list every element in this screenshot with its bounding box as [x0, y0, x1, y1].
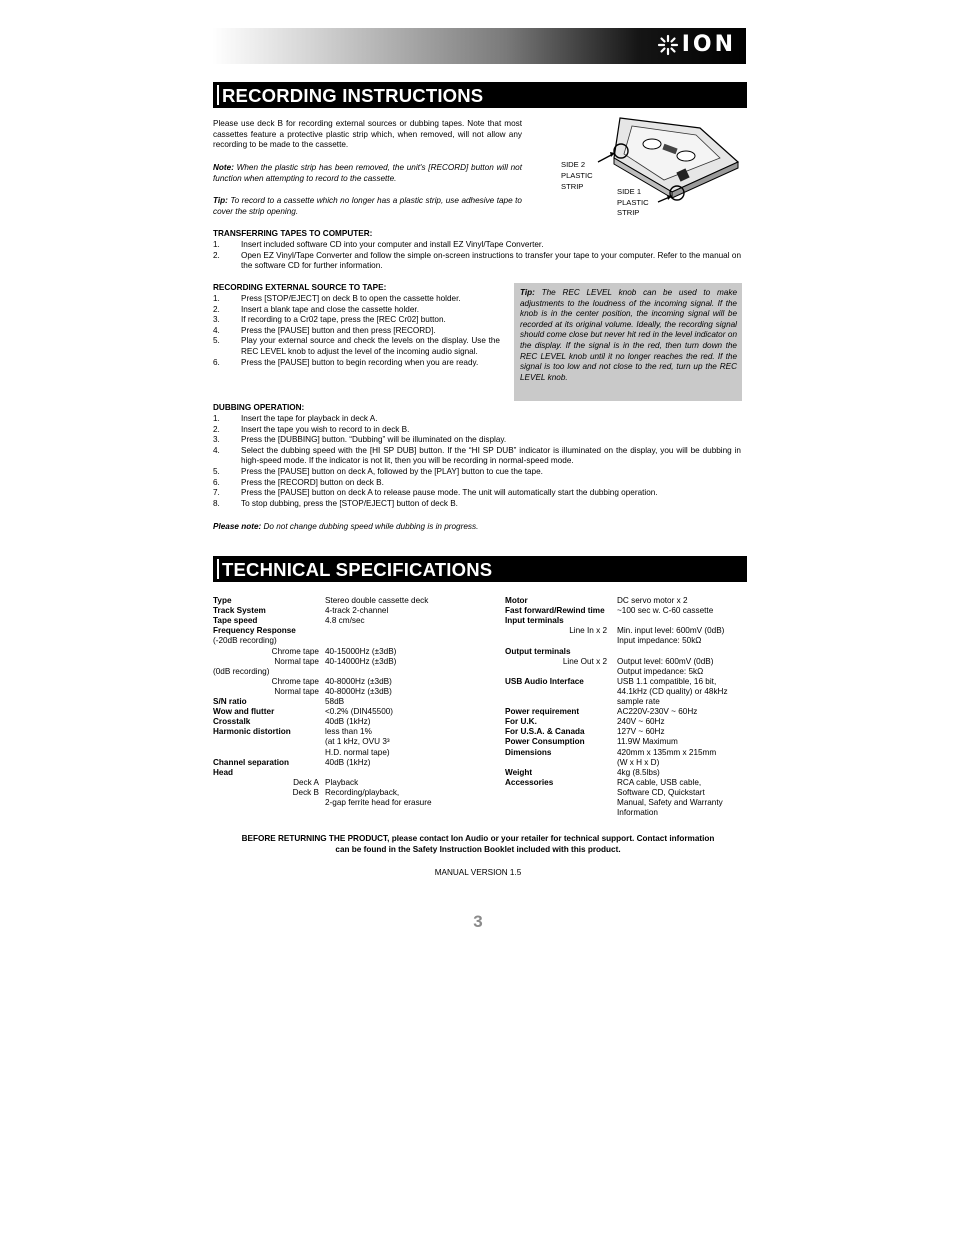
spec-label: Head: [213, 767, 234, 777]
spec-label: Accessories: [505, 777, 554, 787]
specs-title: TECHNICAL SPECIFICATIONS: [222, 559, 493, 580]
spec-value: (W x H x D): [617, 757, 660, 767]
list-item: 1. Press [STOP/EJECT] on deck B to open the cassette holder.: [213, 294, 461, 303]
list-item: 2. Open EZ Vinyl/Tape Converter and follow the simple on-screen instructions to transfer your tape to your computer. Refer to the manual on the software CD for further information.: [213, 250, 741, 271]
note-label: Note:: [213, 163, 234, 172]
external-heading: RECORDING EXTERNAL SOURCE TO TAPE:: [213, 283, 387, 292]
spec-label: Wow and flutter: [213, 707, 275, 717]
note-text: When the plastic strip has been removed, the unit's [RECORD] button will not function when attempting to record to the cassette.: [213, 163, 522, 183]
please-note: [213, 522, 478, 533]
spec-value: 44.1kHz (CD quality) or 48kHz: [617, 686, 728, 696]
spec-value: 4.8 cm/sec: [325, 616, 365, 626]
list-item: 1. Insert the tape for playback in deck A.: [213, 414, 378, 423]
list-item: 6. Press the [RECORD] button on deck B.: [213, 477, 384, 487]
spec-value: Recording/playback,: [325, 787, 400, 797]
spec-label: Track System: [213, 606, 266, 616]
side2-line1: SIDE 2: [561, 160, 586, 169]
spec-label: Chrome tape: [271, 676, 319, 686]
list-item: 5. Press the [PAUSE] button on deck A, followed by the [PLAY] button to cue the tape.: [213, 466, 543, 476]
recording-title: RECORDING INSTRUCTIONS: [222, 85, 484, 106]
spec-value: H.D. normal tape): [325, 747, 390, 757]
dubbing-heading: DUBBING OPERATION:: [213, 403, 305, 412]
spec-value: Information: [617, 808, 658, 818]
spec-value: 420mm x 135mm x 215mm: [617, 747, 717, 757]
spec-value: 40-8000Hz (±3dB): [325, 686, 392, 696]
star-burst-icon: [657, 34, 679, 56]
spec-label: (-20dB recording): [213, 636, 277, 646]
recording-intro: Please use deck B for recording external sources or dubbing tapes. Note that most cassettes feature a protective plastic strip which, when removed, will not allow any recording to be made to the cassette.: [213, 119, 522, 150]
spec-value: 40-15000Hz (±3dB): [325, 646, 397, 656]
specs-section-header: [213, 556, 747, 582]
return-notice: [213, 834, 743, 855]
list-item: 3. Press the [DUBBING] button. “Dubbing” will be illuminated on the display.: [213, 435, 507, 445]
spec-label: For U.S.A. & Canada: [505, 727, 585, 737]
spec-label: For U.K.: [505, 717, 537, 727]
list-item: 4. Select the dubbing speed with the [HI SP DUB] button. If the “HI SP DUB” indicator is illuminated on the display, you will be dubbing in high-speed mode. If the indicator is not lit, then you will be recording in normal-speed mode.: [213, 445, 741, 466]
tipbox-label: Tip:: [520, 288, 535, 297]
side1-label: [617, 187, 649, 219]
spec-value: Software CD, Quickstart: [617, 787, 705, 797]
spec-label: Channel separation: [213, 757, 289, 767]
spec-value: 58dB: [325, 697, 345, 706]
spec-value: 40dB (1kHz): [325, 757, 371, 767]
page-number: 3: [473, 912, 483, 931]
spec-label: Line Out x 2: [562, 656, 607, 666]
ion-logo: [657, 32, 736, 57]
spec-label: Line In x 2: [569, 626, 607, 636]
spec-value: 4kg (8.5lbs): [617, 767, 660, 777]
spec-label: Output terminals: [505, 646, 571, 656]
transfer-heading: TRANSFERRING TAPES TO COMPUTER:: [213, 229, 373, 238]
external-steps: [213, 294, 500, 368]
spec-label: Motor: [505, 596, 528, 605]
recording-section-header: [213, 82, 747, 108]
spec-label: Normal tape: [274, 686, 319, 696]
spec-label: USB Audio Interface: [505, 676, 584, 686]
specs-right-column: [505, 596, 745, 826]
spec-value: 127V ~ 60Hz: [617, 727, 665, 737]
manual-version: MANUAL VERSION 1.5: [434, 868, 522, 877]
side1-line1: SIDE 1: [617, 187, 642, 196]
list-item: 6. Press the [PAUSE] button to begin recording when you are ready.: [213, 357, 479, 367]
spec-value: Stereo double cassette deck: [325, 596, 429, 605]
spec-label: Deck A: [293, 777, 319, 787]
tip-label: Tip:: [213, 196, 228, 205]
specs-left-column: [213, 596, 493, 816]
recording-tip: [213, 196, 522, 217]
spec-value: <0.2% (DIN45500): [325, 707, 394, 717]
spec-value: less than 1%: [325, 727, 372, 737]
list-item: 1. Insert included software CD into your computer and install EZ Vinyl/Tape Converter.: [213, 240, 544, 249]
spec-value: DC servo motor x 2: [617, 596, 688, 605]
spec-value: USB 1.1 compatible, 16 bit,: [617, 676, 717, 686]
spec-label: Power Consumption: [505, 737, 585, 747]
spec-label: Weight: [505, 767, 533, 777]
spec-label: Input terminals: [505, 616, 564, 626]
spec-label: Chrome tape: [271, 646, 319, 656]
spec-label: Frequency Response: [213, 626, 296, 636]
side2-line2: PLASTIC: [561, 171, 593, 180]
spec-label: Power requirement: [505, 707, 580, 717]
side2-label: [561, 159, 593, 192]
list-item: 4. Press the [PAUSE] button and then press [RECORD].: [213, 325, 436, 335]
spec-value: 4-track 2-channel: [325, 606, 389, 616]
list-item: 8. To stop dubbing, press the [STOP/EJECT] button of deck B.: [213, 498, 458, 508]
list-item: 3. If recording to a Cr02 tape, press the [REC Cr02] button.: [213, 315, 446, 325]
spec-label: Deck B: [292, 787, 319, 797]
spec-value: RCA cable, USB cable,: [617, 777, 702, 787]
spec-label: Fast forward/Rewind time: [505, 606, 605, 616]
spec-value: Input impedance: 50kΩ: [617, 636, 702, 646]
dubbing-steps: [213, 414, 741, 509]
spec-value: Output level: 600mV (0dB): [617, 656, 714, 666]
spec-label: (0dB recording): [213, 666, 270, 676]
spec-value: AC220V-230V ~ 60Hz: [617, 707, 698, 717]
transfer-steps: [213, 240, 741, 272]
list-item: 7. Press the [PAUSE] button on deck A to release pause mode. The unit will automatically start the dubbing operation.: [213, 488, 658, 498]
side2-line3: STRIP: [561, 182, 584, 191]
spec-value: 40dB (1kHz): [325, 717, 371, 727]
side1-line3: STRIP: [617, 208, 640, 217]
tipbox-text: The REC LEVEL knob can be used to make adjustments to the loudness of the incoming signal. If the knob is in the center position, the incoming signal will be recorded at its original volume. Ideally, the recording signal should come close but never hit red in the level indicator on the display. If the signal is in the red, then turn down the REC LEVEL knob until it no longer reaches the red. If the signal is too low and not close to the red, turn up the REC LEVEL knob.: [520, 288, 737, 382]
spec-value: Min. input level: 600mV (0dB): [617, 626, 725, 636]
spec-label: Normal tape: [274, 656, 319, 666]
side1-line2: PLASTIC: [617, 197, 649, 207]
header-bar: [212, 28, 746, 64]
spec-value: 2-gap ferrite head for erasure: [325, 798, 432, 807]
spec-value: ~100 sec w. C-60 cassette: [617, 606, 714, 616]
spec-value: (at 1 kHz, OVU 3³: [325, 737, 390, 747]
notice-line-1: BEFORE RETURNING THE PRODUCT, please contact Ion Audio or your retailer for technical support. Contact information: [241, 834, 715, 843]
spec-value: Output impedance: 5kΩ: [617, 666, 704, 676]
spec-value: 40-8000Hz (±3dB): [325, 676, 392, 686]
cassette-figure: [560, 110, 744, 220]
rec-level-tip-box: [514, 283, 742, 401]
spec-label: Tape speed: [213, 616, 258, 626]
please-note-label: Please note:: [213, 522, 262, 531]
spec-label: Dimensions: [505, 747, 552, 757]
spec-label: S/N ratio: [213, 697, 247, 706]
list-item: 2. Insert the tape you wish to record to in deck B.: [213, 424, 410, 434]
recording-note: [213, 163, 522, 184]
spec-value: 240V ~ 60Hz: [617, 717, 665, 727]
list-item: 2. Insert a blank tape and close the cassette holder.: [213, 304, 419, 314]
spec-value: Manual, Safety and Warranty: [617, 798, 723, 807]
spec-label: Crosstalk: [213, 717, 251, 727]
spec-value: Playback: [325, 777, 359, 787]
list-item: 5. Play your external source and check the levels on the display. Use the REC LEVEL knob to adjust the level of the incoming audio signal.: [213, 336, 500, 356]
notice-line-2: can be found in the Safety Instruction Booklet included with this product.: [335, 844, 621, 854]
please-note-text: Do not change dubbing speed while dubbing is in progress.: [261, 522, 479, 531]
spec-value: sample rate: [617, 697, 660, 706]
spec-label: Harmonic distortion: [213, 727, 291, 737]
spec-value: 40-14000Hz (±3dB): [325, 656, 397, 666]
spec-value: 11.9W Maximum: [617, 737, 678, 747]
spec-label: Type: [213, 596, 232, 605]
logo-text: ION: [681, 32, 736, 57]
tip-text: To record to a cassette which no longer has a plastic strip, use adhesive tape to cover the strip opening.: [213, 196, 522, 216]
